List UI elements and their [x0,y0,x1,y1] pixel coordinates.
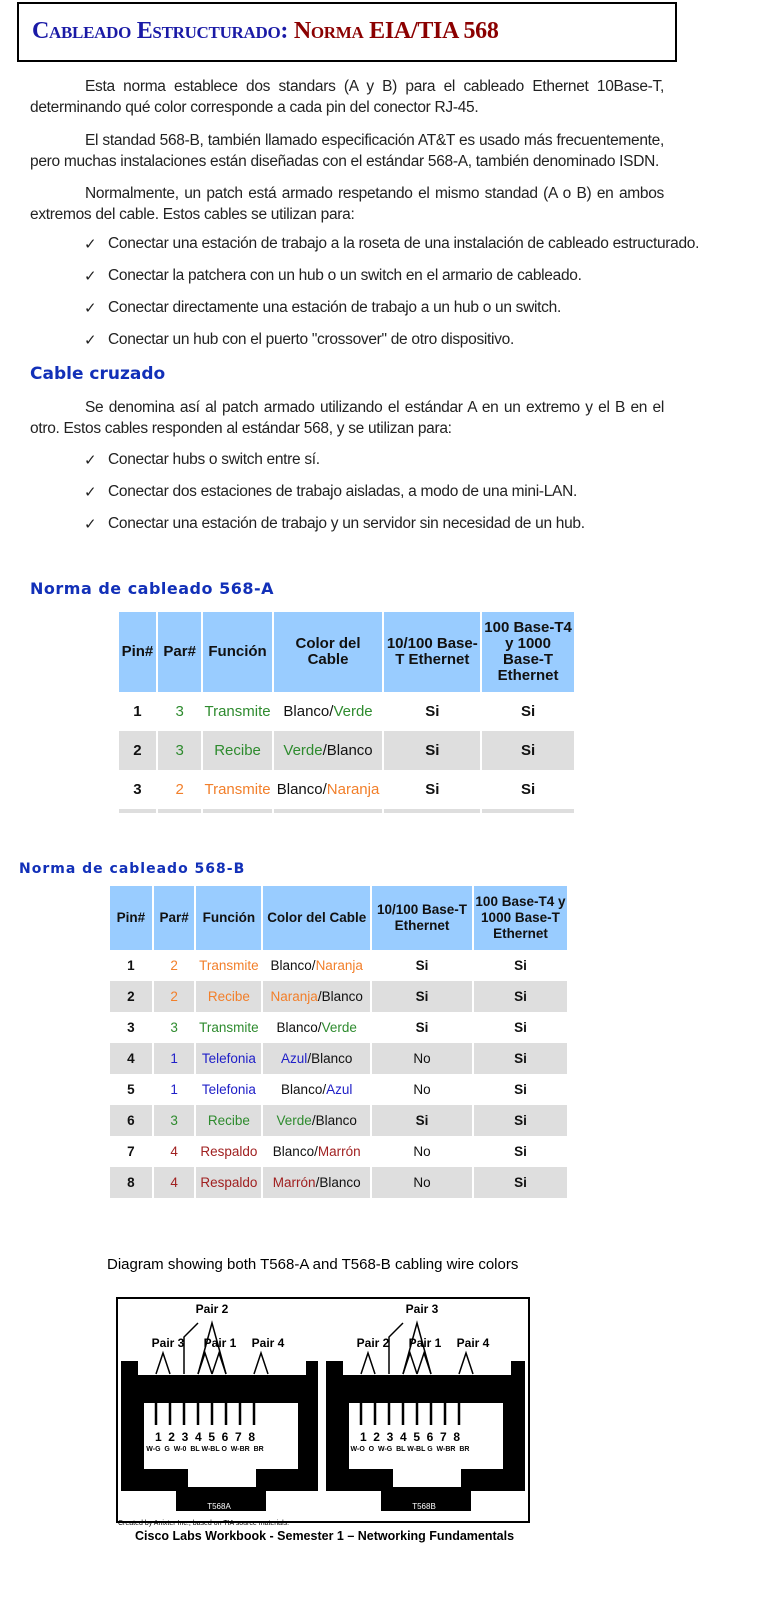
funcion-cell: Transmite [199,1020,259,1035]
color-part-2: Marrón [317,1144,361,1159]
color-part-1: Verde [283,742,323,759]
col-header-par: Par# [154,886,195,950]
pair-right-label-b: Pair 4 [456,1336,490,1350]
color-cell [274,692,383,731]
eth10-100-cell: Si [372,981,472,1012]
eth-t4-1000-cell: Si [514,1020,527,1035]
funcion-cell: Transmite [199,958,259,973]
table-row [110,981,567,1012]
color-part-1: Azul [281,1051,308,1066]
eth-t4-1000-cell: Si [514,958,527,973]
color-part-1: Verde [276,1113,312,1128]
pin-codes-b: W-O O W-G BL W-BL G W-BR BR [350,1446,470,1453]
pair-left-label-b: Pair 2 [356,1336,390,1350]
col-header-par: Par# [158,612,202,692]
color-part-1: Blanco/ [281,1082,327,1097]
color-cell [263,1043,370,1074]
par-cell: 2 [154,981,195,1012]
table-row-partial [119,809,574,813]
table-b-heading: Norma de cableado 568-B [19,861,246,877]
color-cell [263,1136,370,1167]
color-cell [263,950,370,981]
par-cell: 1 [170,1082,178,1097]
color-cell [263,1167,370,1198]
table-row [110,1167,567,1198]
eth-t4-1000-cell: Si [474,1105,567,1136]
color-cell [274,770,383,809]
col-header-pin: Pin# [110,886,152,950]
pair-mid-label-b: Pair 1 [408,1336,442,1350]
eth10-100-cell: No [372,1167,472,1198]
color-part-2: Verde [333,703,373,720]
diagram-title: Diagram showing both T568-A and T568-B cabling wire colors [107,1256,519,1273]
eth-t4-1000-cell: Si [514,1082,527,1097]
par-cell: 3 [154,1105,195,1136]
table-a-heading: Norma de cableado 568-A [30,579,274,598]
color-part-1: Blanco/ [276,781,327,798]
list-item [84,476,585,508]
pair-top-label-a: Pair 2 [195,1302,229,1316]
footer-text: Cisco Labs Workbook - Semester 1 – Networking Fundamentals [135,1529,515,1543]
check-icon: ✓ [84,516,97,533]
funcion-cell: Telefonia [201,1082,256,1097]
table-row [110,1043,567,1074]
col-header-pin: Pin# [119,612,156,692]
funcion-cell: Respaldo [200,1144,258,1159]
funcion-cell: Recibe [196,981,261,1012]
eth-t4-1000-cell: Si [474,1043,567,1074]
table-row [119,692,574,731]
intro-paragraph-1: Esta norma establece dos standars (A y B) para el cableado Ethernet 10Base-T, determinando qué color corresponde a cada pin del conector RJ-45. [30,78,664,116]
eth-t4-1000-cell: Si [482,731,574,770]
par-cell: 3 [170,1020,178,1035]
eth10-100-cell: Si [372,1105,472,1136]
color-part-2: /Blanco [307,1051,353,1066]
list-item [84,292,699,324]
color-cell [263,1074,370,1105]
table-row [110,1074,567,1105]
eth10-100-cell: Si [425,703,440,720]
par-cell: 2 [175,781,184,798]
funcion-cell: Transmite [204,703,271,720]
wiring-table-568a [117,612,576,813]
funcion-cell: Recibe [203,731,271,770]
pin-cell: 1 [127,958,135,973]
diagram-credit: Created by Anixter Inc., based on TIA source materials. [118,1520,290,1527]
color-cell [263,981,370,1012]
check-icon: ✓ [84,300,97,317]
list-item-text: Conectar la patchera con un hub o un switch en el armario de cableado. [108,267,582,284]
eth-t4-1000-cell: Si [520,781,536,798]
eth-t4-1000-cell: Si [474,981,567,1012]
check-icon: ✓ [84,332,97,349]
eth10-100-cell: Si [415,1020,429,1035]
col-header-eth-t4-1000: 100 Base-T4 y 1000 Base-T Ethernet [474,886,567,950]
crossover-paragraph: Se denomina así al patch armado utilizando el estándar A en un extremo y el B en el otro. Estos cables responden al estándar 568, y se utilizan para: [30,399,664,437]
list-item [84,228,699,260]
list-item-text: Conectar una estación de trabajo y un servidor sin necesidad de un hub. [108,515,585,532]
color-part-2: Naranja [326,781,380,798]
col-header-color: Color del Cable [274,612,383,692]
color-cell [263,1012,370,1043]
pair-left-label-a: Pair 3 [151,1336,185,1350]
list-item-text: Conectar hubs o switch entre sí. [108,451,320,468]
eth10-100-cell: Si [425,781,440,798]
straight-uses-list [84,228,699,356]
col-header-eth-t4-1000: 100 Base-T4 y 1000 Base-T Ethernet [482,612,574,692]
pin-cell: 1 [133,703,142,720]
table-row [110,950,567,981]
color-part-2: /Blanco [317,989,363,1004]
color-part-2: Verde [321,1020,357,1035]
color-part-2: /Blanco [311,1113,357,1128]
eth10-100-cell: No [372,1043,472,1074]
check-icon: ✓ [84,484,97,501]
col-header-eth10-100: 10/100 Base-T Ethernet [372,886,472,950]
rj45-wiring-diagram [116,1297,530,1523]
list-item-text: Conectar directamente una estación de trabajo a un hub o un switch. [108,299,561,316]
check-icon: ✓ [84,236,97,253]
eth-t4-1000-cell: Si [514,1144,527,1159]
connector-label-b: T568B [412,1502,436,1511]
color-part-2: /Blanco [315,1175,361,1190]
table-row [110,1136,567,1167]
color-part-2: /Blanco [322,742,373,759]
eth-t4-1000-cell: Si [474,1167,567,1198]
funcion-cell: Transmite [204,781,271,798]
color-part-2: Naranja [315,958,363,973]
pair-right-label-a: Pair 4 [251,1336,285,1350]
color-part-1: Blanco/ [276,1020,322,1035]
list-item [84,444,585,476]
pair-top-label-b: Pair 3 [405,1302,439,1316]
color-cell [263,1105,370,1136]
pin-cell: 3 [127,1020,135,1035]
eth-t4-1000-cell: Si [520,703,536,720]
eth10-100-cell: No [413,1144,431,1159]
title-part1: Cableado Estructurado: [32,18,289,44]
color-part-1: Marrón [272,1175,316,1190]
color-part-1: Naranja [270,989,318,1004]
funcion-cell: Telefonia [196,1043,261,1074]
par-cell: 4 [154,1167,195,1198]
title-part2: Norma EIA/TIA 568 [293,18,499,44]
table-row [119,731,574,770]
color-part-1: Blanco/ [283,703,334,720]
par-cell: 3 [175,703,184,720]
check-icon: ✓ [84,452,97,469]
col-header-funcion: Función [203,612,271,692]
pin-cell: 6 [110,1105,152,1136]
list-item-text: Conectar una estación de trabajo a la roseta de una instalación de cableado estructurado. [108,235,700,252]
eth10-100-cell: Si [415,958,429,973]
connector-label-a: T568A [207,1502,231,1511]
pin-cell: 2 [110,981,152,1012]
pair-mid-label-a: Pair 1 [203,1336,237,1350]
color-part-2: Azul [326,1082,353,1097]
intro-paragraph-2: El standad 568-B, también llamado especificación AT&T es usado más frecuentemente, pero muchas instalaciones están diseñadas con el estándar 568-A, también denominado ISDN. [30,132,664,170]
list-item-text: Conectar dos estaciones de trabajo aisladas, a modo de una mini-LAN. [108,483,577,500]
pin-numbers-b: 1 2 3 4 5 6 7 8 [359,1430,461,1444]
eth10-100-cell: No [413,1082,431,1097]
pin-codes-a: W-G G W-0 BL W-BL O W-BR BR [146,1446,264,1453]
check-icon: ✓ [84,268,97,285]
color-cell [274,731,383,770]
color-part-1: Blanco/ [272,1144,318,1159]
table-row [110,1105,567,1136]
pin-cell: 2 [119,731,156,770]
page-title [32,18,499,45]
par-cell: 2 [170,958,178,973]
pin-cell: 8 [110,1167,152,1198]
par-cell: 3 [158,731,202,770]
par-cell: 1 [154,1043,195,1074]
crossover-uses-list [84,444,585,540]
pin-cell: 3 [133,781,142,798]
col-header-eth10-100: 10/100 Base-T Ethernet [384,612,480,692]
pin-numbers-a: 1 2 3 4 5 6 7 8 [154,1430,256,1444]
col-header-color: Color del Cable [263,886,370,950]
par-cell: 4 [170,1144,178,1159]
funcion-cell: Respaldo [196,1167,261,1198]
list-item [84,260,699,292]
pin-cell: 4 [110,1043,152,1074]
list-item [84,324,699,356]
table-row [119,770,574,809]
title-box [17,2,677,62]
list-item [84,508,585,540]
intro-paragraph-3: Normalmente, un patch está armado respetando el mismo standad (A o B) en ambos extremos del cable. Estos cables se utilizan para: [30,185,664,223]
table-row [110,1012,567,1043]
funcion-cell: Recibe [196,1105,261,1136]
pin-cell: 5 [127,1082,135,1097]
eth10-100-cell: Si [384,731,480,770]
pin-cell: 7 [127,1144,135,1159]
wiring-table-568b [108,886,569,1198]
list-item-text: Conectar un hub con el puerto "crossover" de otro dispositivo. [108,331,514,348]
color-part-1: Blanco/ [270,958,316,973]
col-header-funcion: Función [196,886,261,950]
crossover-heading: Cable cruzado [30,364,166,384]
